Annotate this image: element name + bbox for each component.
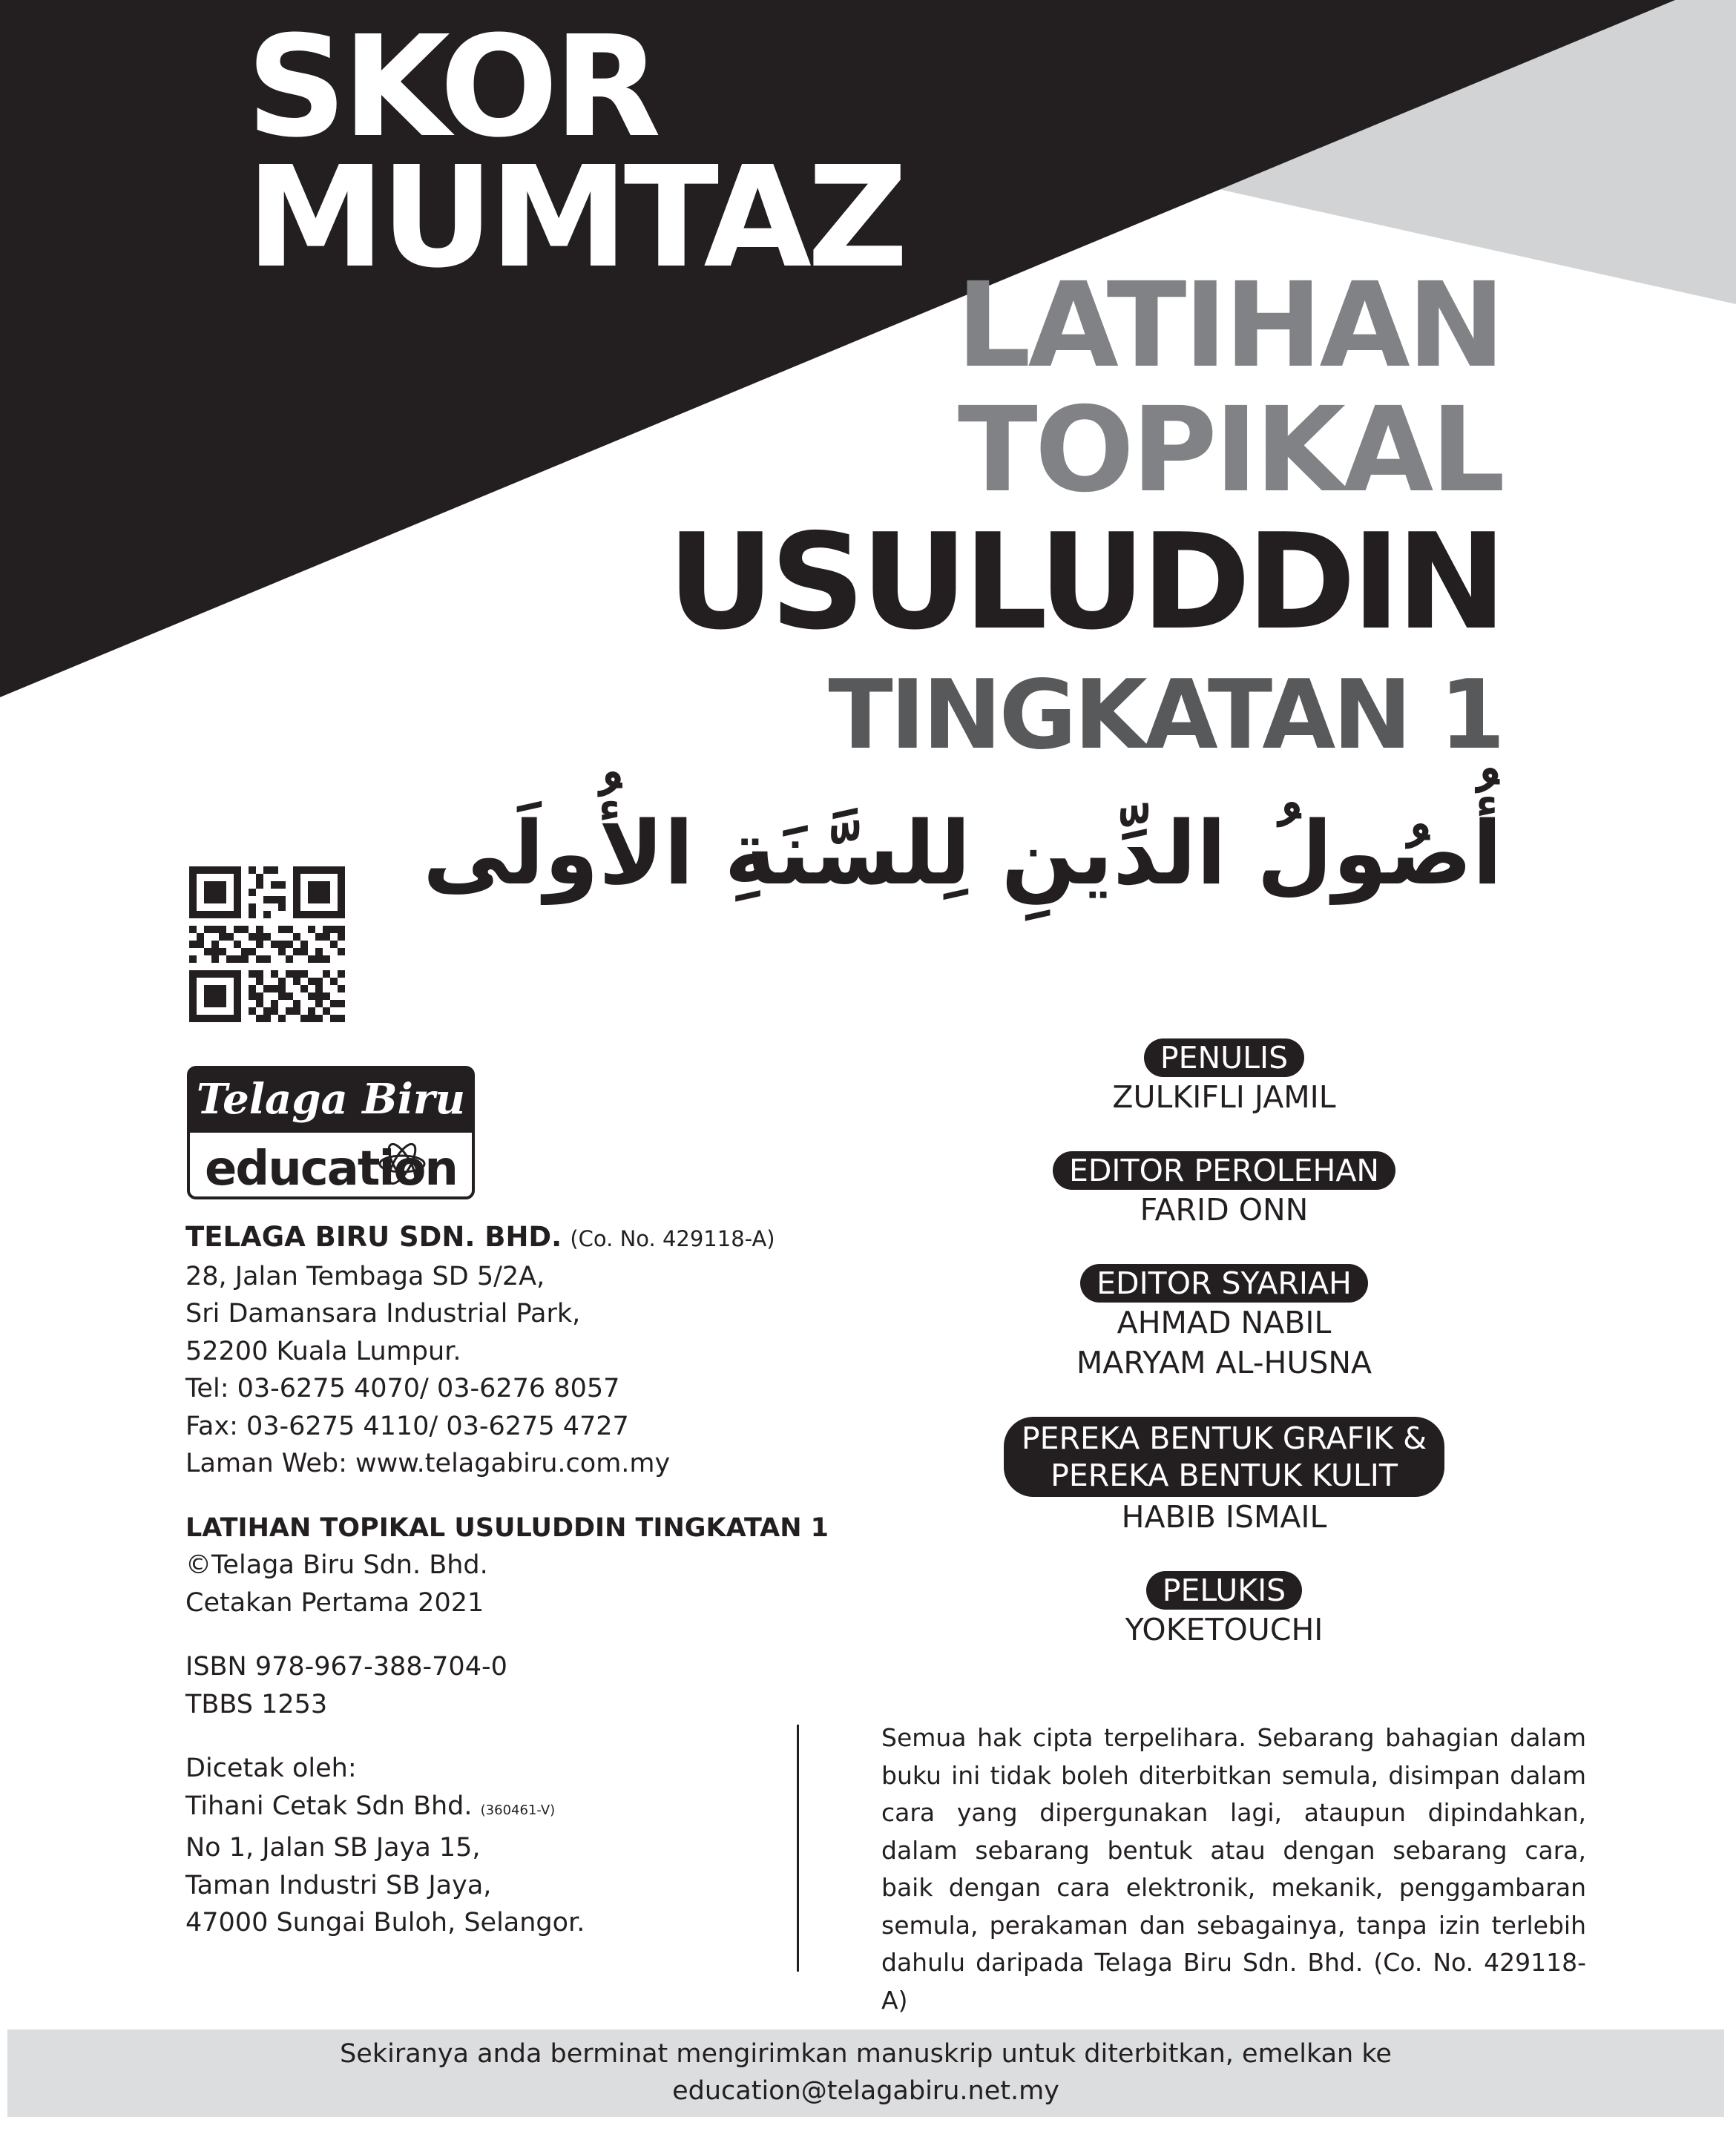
series-title-line1: SKOR <box>246 6 657 168</box>
series-title <box>246 6 904 299</box>
credit-group-editor-perolehan <box>961 1151 1487 1230</box>
publisher-name-line <box>185 1219 829 1258</box>
subtitle-line1: LATIHAN <box>956 257 1502 394</box>
publisher-name: TELAGA BIRU SDN. BHD. <box>185 1221 562 1253</box>
printer-reg: (360461-V) <box>480 1802 556 1818</box>
subject-title: USULUDDIN <box>667 505 1502 659</box>
footer-notice <box>7 2035 1724 2110</box>
credits-list <box>961 1038 1487 1684</box>
printer-address-1: No 1, Jalan SB Jaya 15, <box>185 1833 481 1863</box>
publisher-tel: Tel: 03-6275 4070/ 03-6276 8057 <box>185 1374 620 1403</box>
credit-name: YOKETOUCHI <box>1125 1612 1324 1647</box>
credit-group-pereka-bentuk <box>961 1417 1487 1537</box>
credit-name: MARYAM AL-HUSNA <box>1076 1345 1372 1380</box>
credit-role-pill: PENULIS <box>1144 1038 1304 1077</box>
credit-name: ZULKIFLI JAMIL <box>1112 1079 1336 1115</box>
credit-role-line: PEREKA BENTUK KULIT <box>1051 1458 1398 1493</box>
publisher-info <box>185 1219 829 1942</box>
book-copyright: ©Telaga Biru Sdn. Bhd. <box>185 1550 488 1580</box>
telaga-biru-education-logo <box>187 1066 475 1199</box>
publisher-address-3: 52200 Kuala Lumpur. <box>185 1336 461 1366</box>
footer-line1: Sekiranya anda berminat mengirimkan manuskrip untuk diterbitkan, emelkan ke <box>340 2039 1392 2069</box>
printer-address-3: 47000 Sungai Buloh, Selangor. <box>185 1908 585 1937</box>
printer-address-2: Taman Industri SB Jaya, <box>185 1870 492 1900</box>
publisher-web[interactable]: Laman Web: www.telagabiru.com.my <box>185 1449 671 1478</box>
credit-group-penulis <box>961 1038 1487 1117</box>
credit-group-editor-syariah <box>961 1264 1487 1383</box>
publisher-fax: Fax: 03-6275 4110/ 03-6275 4727 <box>185 1411 629 1441</box>
printer-name-line <box>185 1788 829 1830</box>
logo-script-text: Telaga Biru <box>196 1075 466 1124</box>
subtitle <box>956 257 1502 518</box>
credit-role-pill: PELUKIS <box>1146 1571 1302 1610</box>
book-edition: Cetakan Pertama 2021 <box>185 1587 484 1618</box>
publisher-address-1: 28, Jalan Tembaga SD 5/2A, <box>185 1261 545 1291</box>
printer-name: Tihani Cetak Sdn Bhd. <box>185 1791 473 1821</box>
credit-name: FARID ONN <box>1140 1192 1309 1228</box>
level-title: TINGKATAN 1 <box>828 660 1502 771</box>
book-isbn: ISBN 978-967-388-704-0 <box>185 1652 507 1682</box>
copyright-notice: Semua hak cipta terpelihara. Sebarang bahagian dalam buku ini tidak boleh diterbitkan semula, disimpan dalam cara yang dipergunakan lagi, ataupun dipindahkan, dalam sebarang bentuk atau dengan sebarang cara, baik dengan cara elektronik, mekanik, penggambaran semula, perakaman dan sebagainya, tanpa izin terlebih dahulu daripada Telaga Biru Sdn. Bhd. (Co. No. 429118-A) <box>881 1723 1586 2015</box>
publisher-address-2: Sri Damansara Industrial Park, <box>185 1299 581 1329</box>
subtitle-line2: TOPIKAL <box>957 382 1502 518</box>
publisher-co-no: (Co. No. 429118-A) <box>570 1226 775 1251</box>
arabic-title: أُصُولُ الدِّينِ لِلسَّنَةِ الأُولَى <box>422 802 1502 904</box>
footer-email-link[interactable]: education@telagabiru.net.my <box>672 2076 1059 2106</box>
book-title: LATIHAN TOPIKAL USULUDDIN TINGKATAN 1 <box>185 1512 829 1543</box>
credit-role-pill: EDITOR PEROLEHAN <box>1053 1151 1395 1190</box>
credit-role-pill: EDITOR SYARIAH <box>1080 1264 1368 1303</box>
vertical-divider <box>797 1725 799 1972</box>
printer-label: Dicetak oleh: <box>185 1754 357 1783</box>
series-title-line2: MUMTAZ <box>246 136 904 299</box>
credit-name: HABIB ISMAIL <box>1121 1499 1327 1535</box>
credit-name: AHMAD NABIL <box>1117 1305 1332 1340</box>
qr-code[interactable] <box>189 866 345 1022</box>
credit-group-pelukis <box>961 1571 1487 1650</box>
book-code: TBBS 1253 <box>185 1689 328 1719</box>
credit-role-pill <box>1004 1417 1444 1497</box>
credit-role-line: PEREKA BENTUK GRAFIK & <box>1021 1420 1427 1456</box>
logo-wordmark-text: education <box>205 1142 457 1196</box>
